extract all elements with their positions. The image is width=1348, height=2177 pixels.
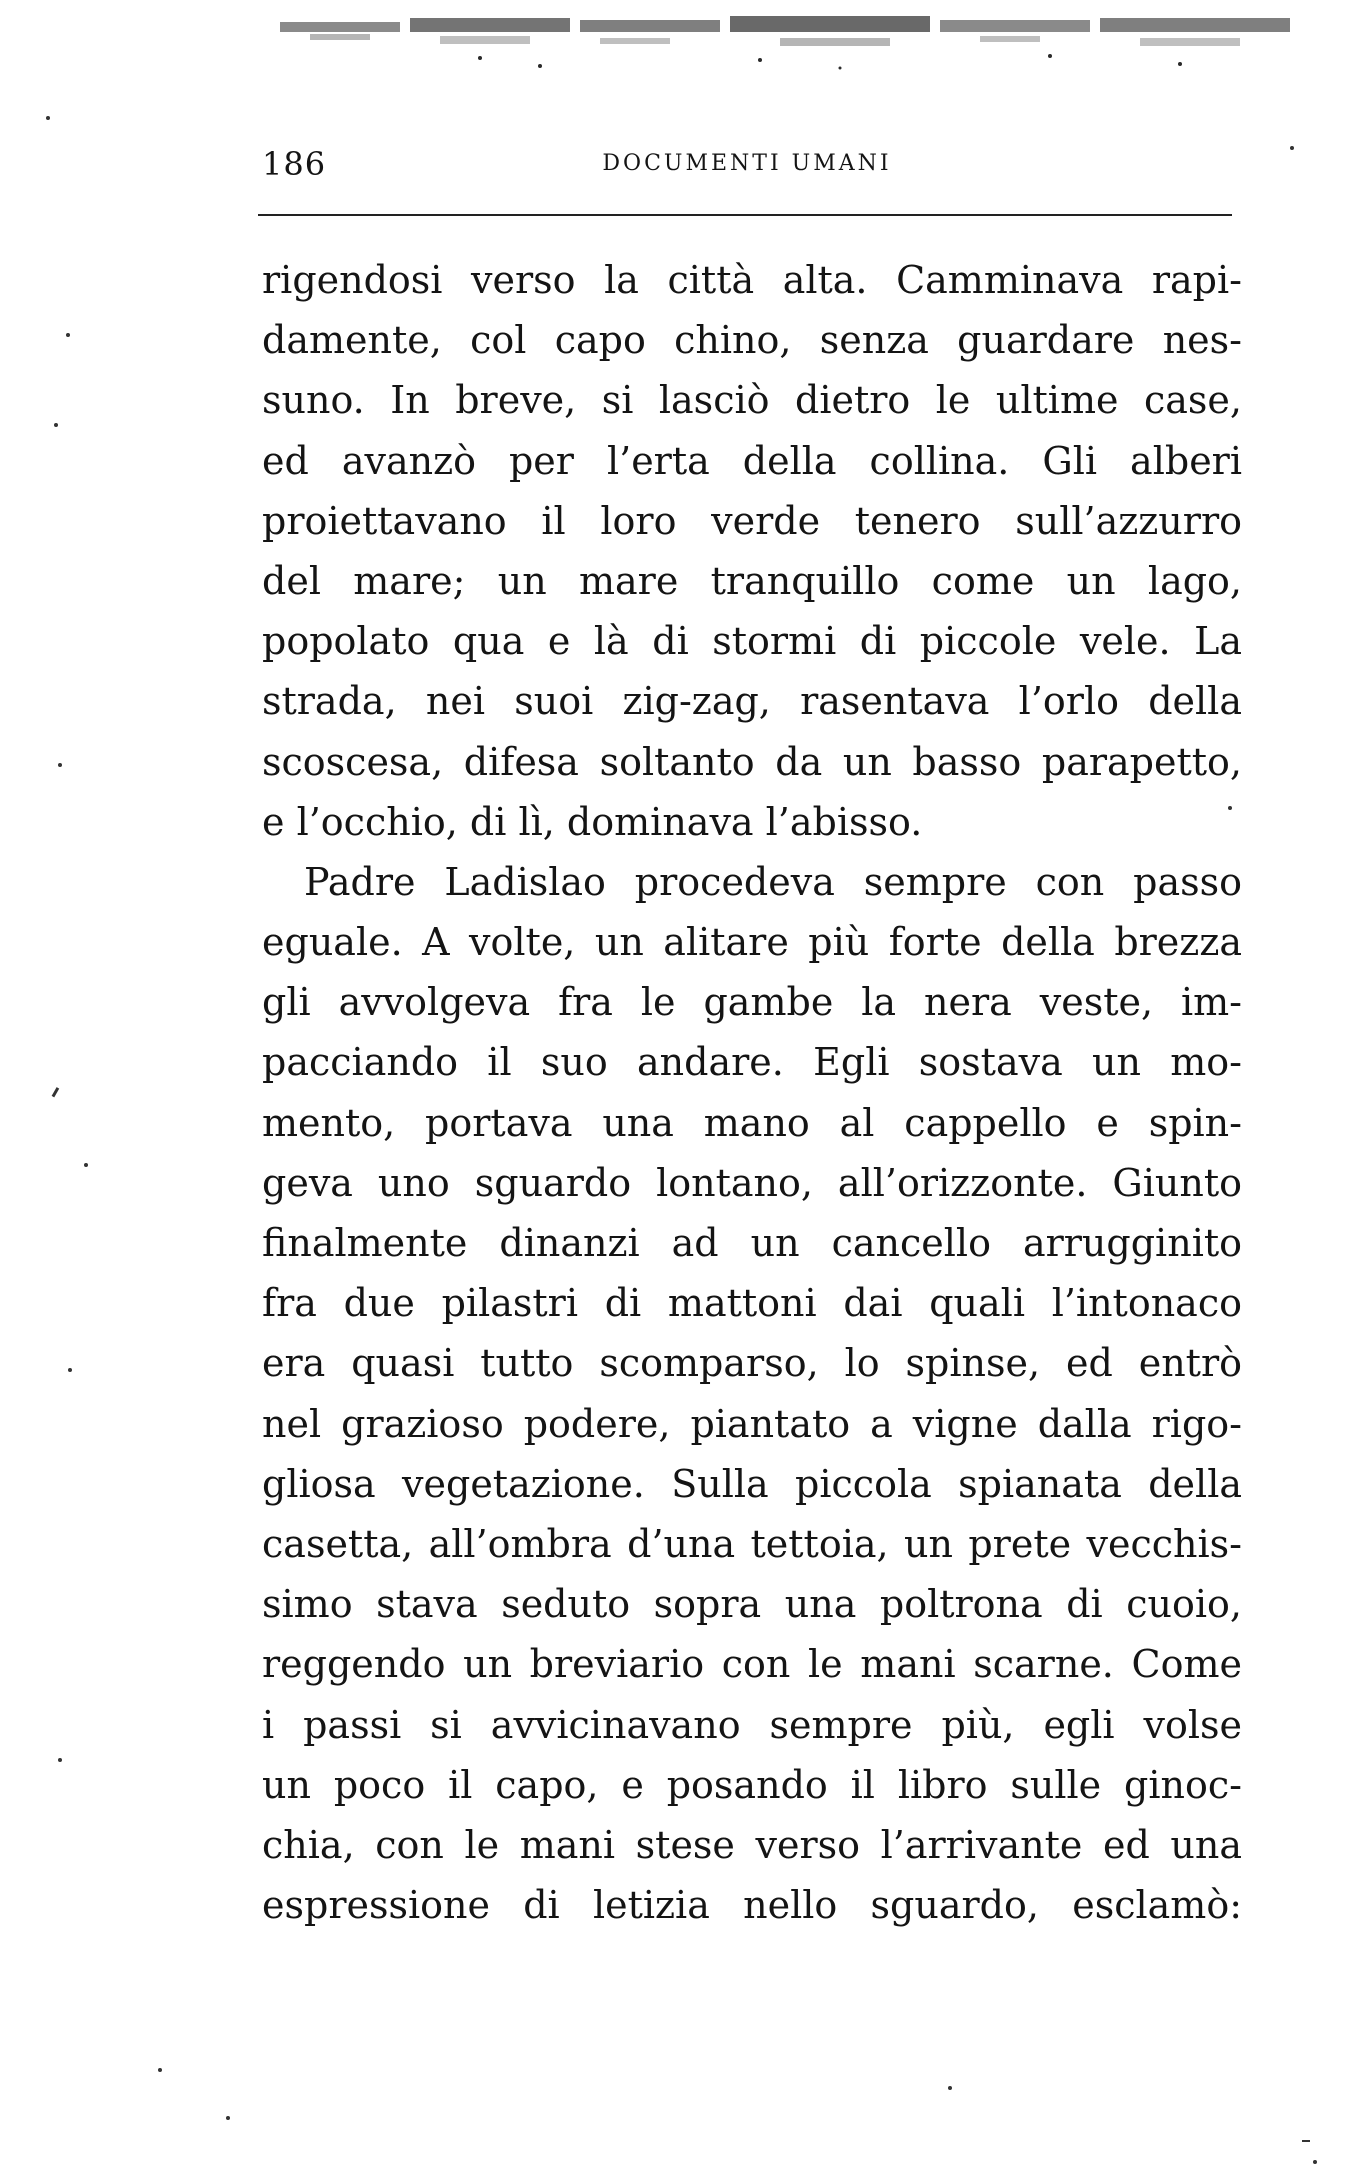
text-line: e l’occhio, di lì, dominava l’abisso. [262, 799, 923, 844]
text-line: del mare; un mare tranquillo come un lago, [262, 558, 1242, 603]
text-line: mento, portava una mano al cappello e spin- [262, 1100, 1242, 1145]
text-line: era quasi tutto scomparso, lo spinse, ed entrò [262, 1341, 1242, 1386]
text-line: geva uno sguardo lontano, all’orizzonte. Giunto [262, 1160, 1242, 1205]
page-header [262, 145, 1232, 195]
text-line: casetta, all’ombra d’una tettoia, un prete vecchis- [262, 1521, 1242, 1566]
text-line: espressione di letizia nello sguardo, esclamò: [262, 1883, 1242, 1928]
text-line: pacciando il suo andare. Egli sostava un mo- [262, 1040, 1242, 1085]
header-rule [258, 214, 1232, 216]
text-line: gliosa vegetazione. Sulla piccola spianata della [262, 1461, 1242, 1506]
text-line: reggendo un breviario con le mani scarne. Come [262, 1642, 1242, 1687]
page-number: 186 [262, 145, 327, 183]
text-line: ed avanzò per l’erta della collina. Gli alberi [262, 438, 1242, 483]
text-line: proiettavano il loro verde tenero sull’azzurro [262, 498, 1242, 543]
text-line: finalmente dinanzi ad un cancello arrugginito [262, 1221, 1242, 1265]
text-line: chia, con le mani stese verso l’arrivante ed una [262, 1822, 1242, 1867]
text-line: un poco il capo, e posando il libro sulle ginoc- [262, 1762, 1242, 1807]
text-line: nel grazioso podere, piantato a vigne dalla rigo- [262, 1401, 1242, 1446]
text-line: gli avvolgeva fra le gambe la nera veste, im- [262, 980, 1242, 1025]
body-text [262, 250, 1242, 1935]
text-line: i passi si avvicinavano sempre più, egli volse [262, 1702, 1242, 1747]
text-line: strada, nei suoi zig-zag, rasentava l’orlo della [262, 679, 1242, 724]
text-line: eguale. A volte, un alitare più forte della brezza [262, 920, 1242, 965]
running-title: DOCUMENTI UMANI [602, 151, 892, 176]
text-line: popolato qua e là di stormi di piccole vele. La [262, 619, 1242, 664]
text-line: damente, col capo chino, senza guardare nes- [262, 318, 1242, 363]
text-line: fra due pilastri di mattoni dai quali l’intonaco [262, 1281, 1242, 1326]
scan-noise-top [280, 8, 1300, 80]
text-line: rigendosi verso la città alta. Camminava rapi- [262, 258, 1242, 302]
text-line: scoscesa, difesa soltanto da un basso parapetto, [262, 739, 1242, 784]
paragraph-start: Padre Ladislao procedeva sempre con passo [304, 859, 1242, 904]
text-line: suno. In breve, si lasciò dietro le ultime case, [262, 378, 1242, 423]
text-line: simo stava seduto sopra una poltrona di cuoio, [262, 1582, 1242, 1627]
